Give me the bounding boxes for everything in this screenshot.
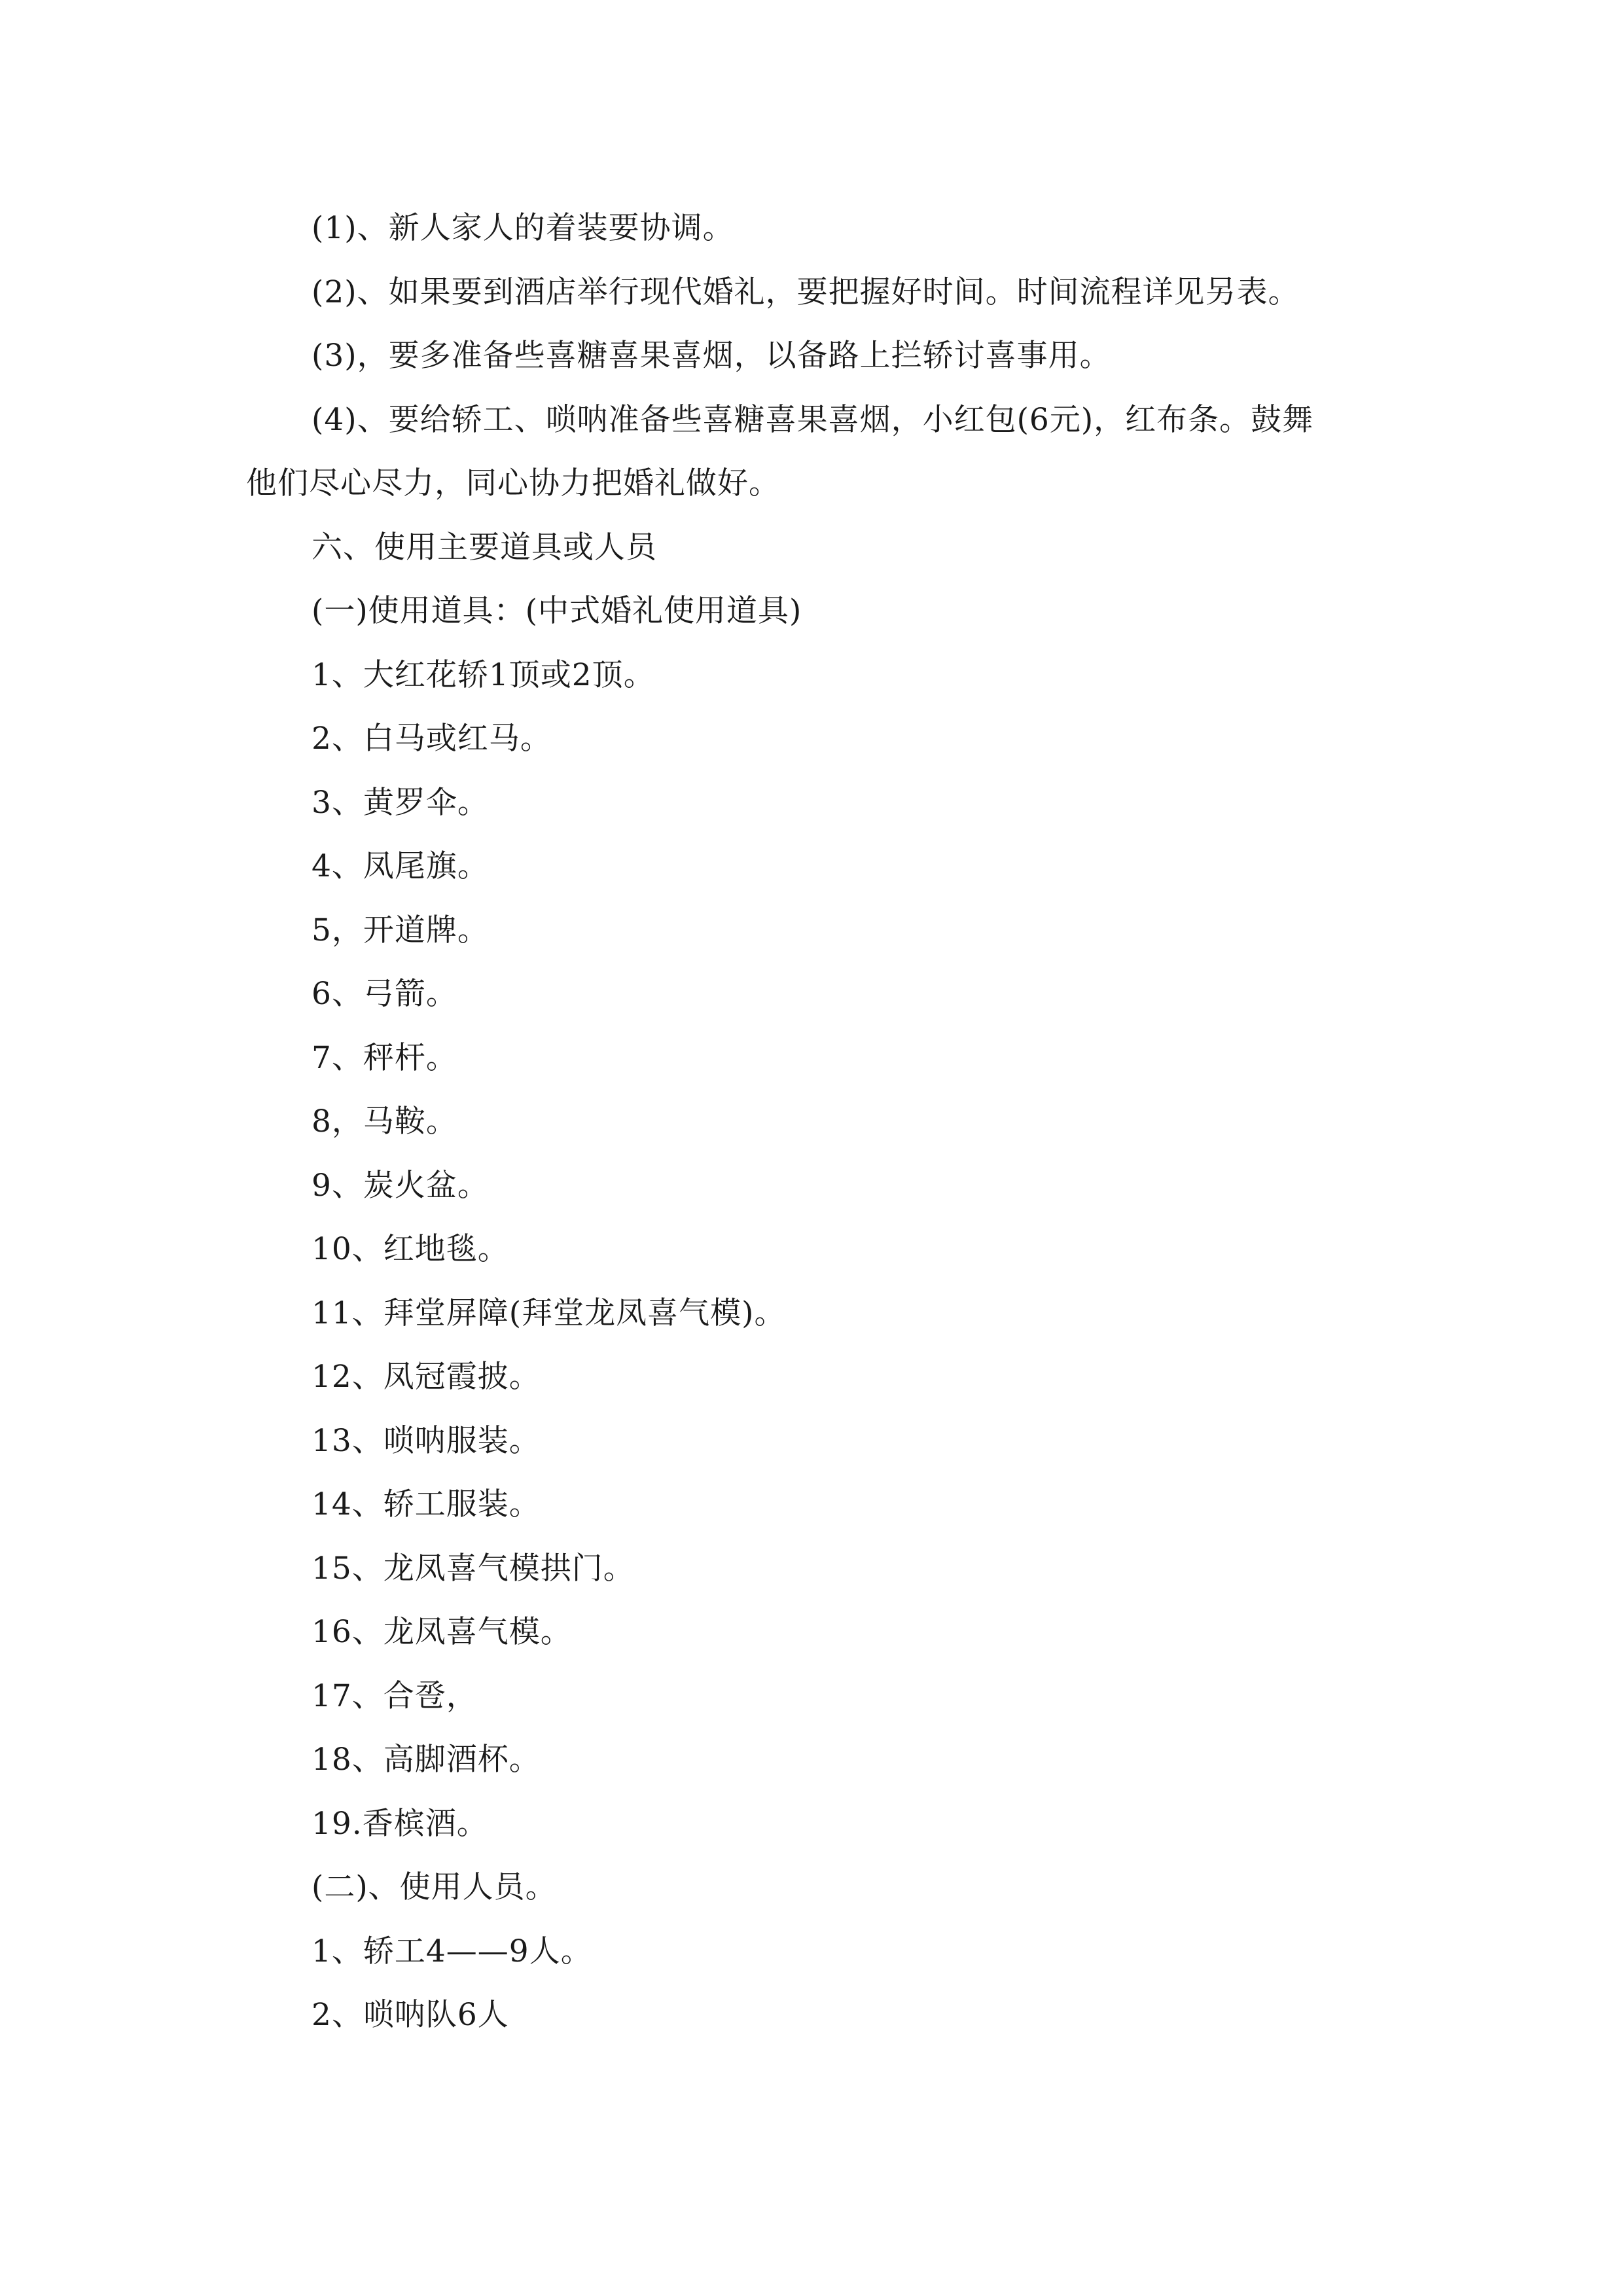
- prop-item: 11、拜堂屏障(拜堂龙凤喜气模)。: [312, 1295, 786, 1331]
- prop-item: 10、红地毯。: [312, 1231, 509, 1267]
- note-item: (3)，要多准备些喜糖喜果喜烟，以备路上拦轿讨喜事用。: [312, 338, 1111, 374]
- prop-item: 13、唢呐服装。: [312, 1422, 541, 1459]
- prop-item: 19.香槟酒。: [312, 1805, 488, 1842]
- section-heading: 六、使用主要道具或人员: [312, 529, 657, 565]
- prop-item: 14、轿工服装。: [312, 1486, 541, 1522]
- note-item: (1)、新人家人的着装要协调。: [312, 210, 734, 246]
- prop-item: 9、炭火盆。: [312, 1167, 489, 1204]
- note-item-first-line: (4)、要给轿工、唢呐准备些喜糖喜果喜烟，小红包(6元)，红布条。鼓舞: [312, 401, 1314, 438]
- prop-item: 17、合卺，: [312, 1677, 478, 1714]
- note-item: (2)、如果要到酒店举行现代婚礼，要把握好时间。时间流程详见另表。: [312, 274, 1300, 310]
- props-heading: (一)使用道具：(中式婚礼使用道具): [312, 593, 802, 629]
- prop-item: 6、弓箭。: [312, 976, 457, 1012]
- staff-heading: (二)、使用人员。: [312, 1869, 557, 1905]
- prop-item: 16、龙凤喜气模。: [312, 1614, 572, 1650]
- prop-item: 5，开道牌。: [312, 912, 489, 948]
- prop-item: 1、大红花轿1顶或2顶。: [312, 656, 655, 693]
- prop-item: 15、龙凤喜气模拱门。: [312, 1550, 635, 1587]
- staff-item: 1、轿工4——9人。: [312, 1933, 592, 1969]
- note-item-continuation: 他们尽心尽力，同心协力把婚礼做好。: [246, 465, 780, 501]
- prop-item: 4、凤尾旗。: [312, 848, 489, 884]
- prop-item: 7、秤杆。: [312, 1039, 457, 1076]
- prop-item: 3、黄罗伞。: [312, 784, 489, 821]
- prop-item: 18、高脚酒杯。: [312, 1742, 541, 1778]
- prop-item: 8，马鞍。: [312, 1103, 457, 1139]
- prop-item: 2、白马或红马。: [312, 721, 552, 757]
- staff-item: 2、唢呐队6人: [312, 1997, 509, 2033]
- document-body: [246, 196, 1385, 2047]
- prop-item: 12、凤冠霞披。: [312, 1359, 541, 1395]
